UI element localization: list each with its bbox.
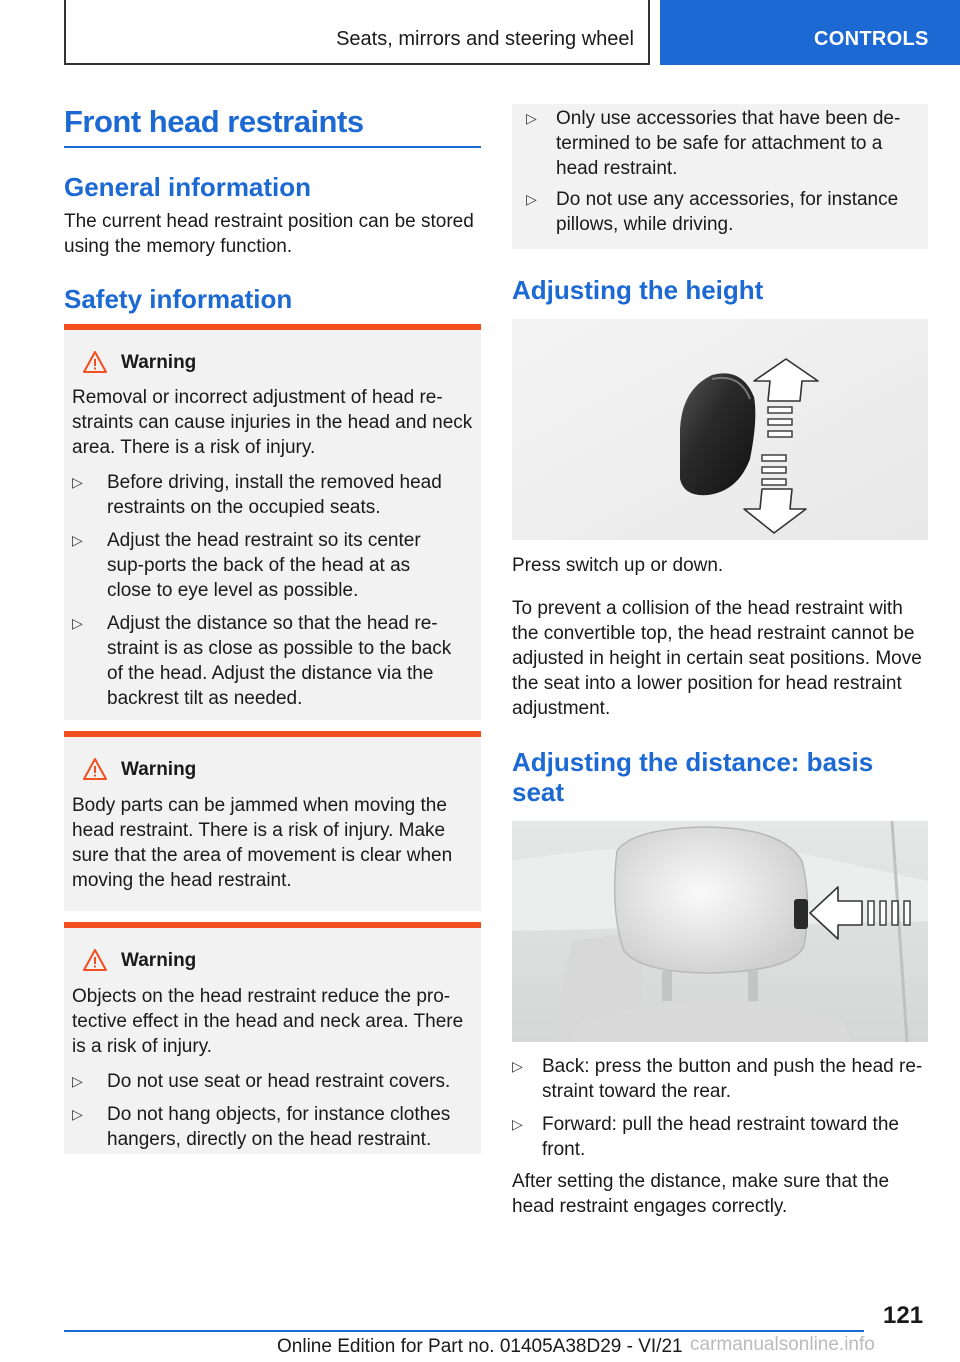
warning-text: Removal or incorrect adjustment of head re-straints can cause injuries in the head and neck area. There is a risk of injury. — [72, 387, 473, 458]
bullet-triangle-icon: ▷ — [72, 474, 83, 490]
height-switch-graphic — [512, 319, 928, 540]
title-rule — [64, 146, 481, 148]
warning-triangle-icon — [82, 948, 108, 972]
bullet-triangle-icon: ▷ — [526, 110, 537, 126]
bullet-triangle-icon: ▷ — [526, 191, 537, 207]
bullet-triangle-icon: ▷ — [72, 615, 83, 631]
bullet-triangle-icon: ▷ — [72, 1106, 83, 1122]
head-restraint-graphic — [512, 821, 928, 1042]
warning-box-3: Warning Objects on the head restraint reduce the pro-tective effect in the head and neck area. There is a risk of injury. ▷ Do not use seat or head restraint covers. ▷ Do not hang objects, for instance clothes hangers, directly on the head restraint. — [64, 922, 481, 1154]
bullet-triangle-icon: ▷ — [72, 1073, 83, 1089]
warning-box-1: Warning Removal or incorrect adjustment of head re-straints can cause injuries in the head and neck area. There is a risk of injury. ▷ Before driving, install the removed head restraints on the occupied seats. ▷ Adjust the head restraint so its center sup-ports the back of the head at as close to eye level as possible. ▷ Adjust the distance so that the head re-straint is as close as possible to the back of the head. Adjust the distance via the backrest tilt as needed. — [64, 324, 481, 720]
header-chapter-title: CONTROLS — [814, 28, 929, 50]
height-text-1: Press switch up or down. — [512, 555, 724, 576]
watermark: carmanualsonline.info — [690, 1334, 875, 1355]
height-heading: Adjusting the height — [512, 275, 764, 305]
warning-title: Warning — [121, 759, 197, 780]
warning-text: Objects on the head restraint reduce the pro-tective effect in the head and neck area. There is a risk of injury. — [72, 986, 464, 1057]
header-chapter-tab — [660, 0, 960, 65]
bullet-triangle-icon: ▷ — [72, 532, 83, 548]
page-title: Front head restraints — [64, 104, 364, 139]
warning-triangle-icon — [82, 350, 108, 374]
general-heading: General information — [64, 172, 312, 202]
warning-title: Warning — [121, 950, 197, 971]
bullet-triangle-icon: ▷ — [512, 1058, 523, 1074]
footer-edition: Online Edition for Part no. 01405A38D29 - VI/21 — [277, 1336, 683, 1357]
warning-triangle-icon — [82, 757, 108, 781]
distance-heading: Adjusting the distance: basis seat — [512, 747, 874, 807]
warning-text: Body parts can be jammed when moving the head restraint. There is a risk of injury. Make sure that the area of movement is clear when moving the head restraint. — [72, 795, 453, 891]
footer-rule — [64, 1330, 864, 1332]
page-number: 121 — [883, 1302, 924, 1329]
safety-heading: Safety information — [64, 284, 293, 314]
warning-title: Warning — [121, 352, 197, 373]
height-text-2: To prevent a collision of the head restraint with the convertible top, the head restraint cannot be adjusted in height in certain seat positions. Move the seat into a lower position for head restraint adjustment. — [512, 598, 922, 719]
warning-continued-box: ▷ Only use accessories that have been de-termined to be safe for attachment to a head restraint. ▷ Do not use any accessories, for instance pillows, while driving. — [512, 104, 928, 249]
distance-text: After setting the distance, make sure that the head restraint engages correctly. — [512, 1171, 890, 1217]
general-text: The current head restraint position can be stored using the memory function. — [64, 211, 474, 257]
warning-box-2 — [64, 731, 481, 911]
header-section-tab — [64, 0, 650, 65]
bullet-triangle-icon: ▷ — [512, 1116, 523, 1132]
head-restraint-illustration — [512, 821, 928, 1042]
height-switch-illustration — [512, 319, 928, 540]
header-section-title: Seats, mirrors and steering wheel — [336, 28, 634, 50]
